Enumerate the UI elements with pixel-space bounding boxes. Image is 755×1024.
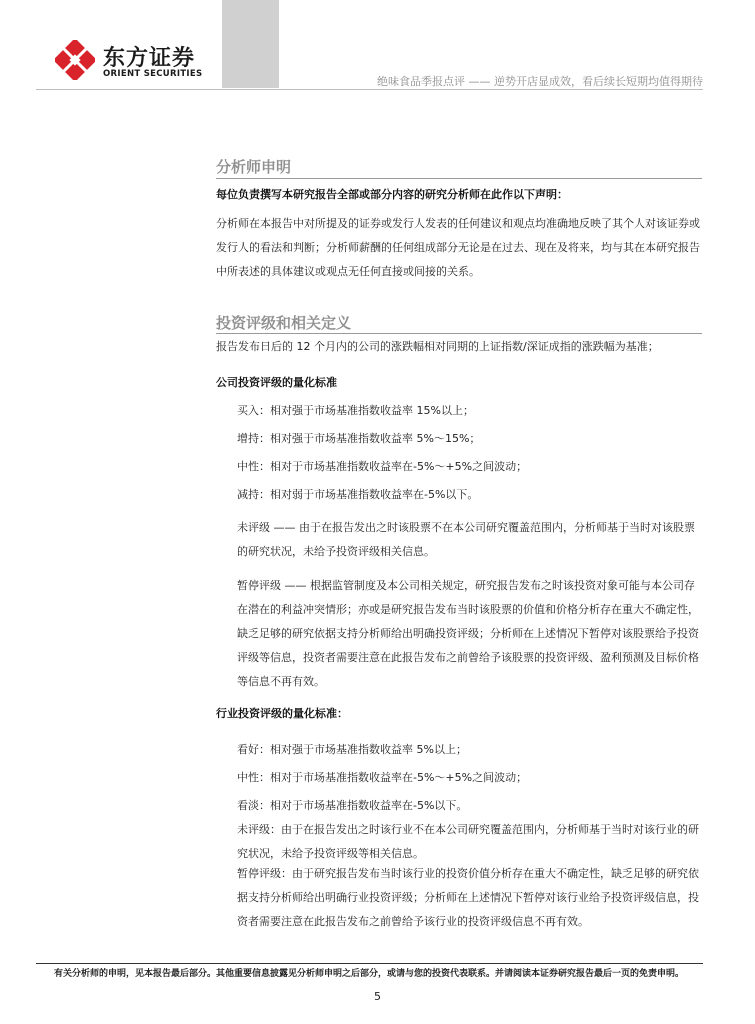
industry-rating-unrated: 未评级：由于在报告发出之时该行业不在本公司研究覆盖范围内，分析师基于当时对该行业的研究状况，未给予投资评级等相关信息。 <box>237 823 699 860</box>
logo-english-name: ORIENT SECURITIES <box>103 69 203 79</box>
company-rating-overweight: 增持：相对强于市场基准指数收益率 5%～15%； <box>237 432 481 445</box>
company-rating-unrated: 未评级 —— 由于在报告发出之时该股票不在本公司研究覆盖范围内，分析师基于当时对该股票的研究状况，未给予投资评级相关信息。 <box>237 521 695 558</box>
company-rating-underweight: 减持：相对弱于市场基准指数收益率在-5%以下。 <box>237 488 479 501</box>
footer-divider <box>36 963 703 964</box>
rating-definitions-title: 投资评级和相关定义 <box>216 314 352 332</box>
header-gray-band <box>222 0 279 88</box>
company-rating-suspended: 暂停评级 —— 根据监管制度及本公司相关规定，研究报告发布之时该投资对象可能与本公司存在潜在的利益冲突情形；亦或是研究报告发布当时该股票的价值和价格分析存在重大不确定性，缺乏足够的研究依据支持分析师给出明确投资评级；分析师在上述情况下暂停对该股票给予投资评级等信息，投资者需要注意在此报告发布之前曾给予该股票的投资评级、盈利预测及目标价格等信息不再有效。 <box>237 579 699 688</box>
logo-chinese-name: 东方证券 <box>103 46 196 71</box>
report-title: 绝味食品季报点评 —— 逆势开店显成效，看后续长短期均值得期待 <box>377 75 703 88</box>
company-rating-neutral: 中性：相对于市场基准指数收益率在-5%～+5%之间波动； <box>237 460 528 473</box>
rating-definitions-divider <box>216 333 702 334</box>
company-rating-heading: 公司投资评级的量化标准 <box>216 376 337 389</box>
orient-logo-icon <box>55 40 95 80</box>
industry-rating-suspended: 暂停评级：由于研究报告发布当时该行业的投资价值分析存在重大不确定性，缺乏足够的研究依据支持分析师给出明确行业投资评级；分析师在上述情况下暂停对该行业给予投资评级信息，投资者需要注意在此报告发布之前曾给予该行业的投资评级信息不再有效。 <box>237 867 699 928</box>
analyst-statement-divider <box>216 178 702 179</box>
industry-rating-negative: 看淡：相对于市场基准指数收益率在-5%以下。 <box>237 799 468 812</box>
analyst-statement-title: 分析师申明 <box>216 158 292 176</box>
industry-rating-positive: 看好：相对强于市场基准指数收益率 5%以上； <box>237 743 467 756</box>
industry-rating-neutral: 中性：相对于市场基准指数收益率在-5%～+5%之间波动； <box>237 771 528 784</box>
orient-securities-logo <box>55 40 215 84</box>
analyst-statement-intro: 每位负责撰写本研究报告全部或部分内容的研究分析师在此作以下声明： <box>216 188 568 201</box>
page-number: 5 <box>374 990 381 1003</box>
analyst-statement-body: 分析师在本报告中对所提及的证券或发行人发表的任何建议和观点均准确地反映了其个人对该证券或发行人的看法和判断；分析师薪酬的任何组成部分无论是在过去、现在及将来，均与其在本研究报告中所表述的具体建议或观点无任何直接或间接的关系。 <box>216 217 700 278</box>
industry-rating-heading: 行业投资评级的量化标准： <box>216 707 348 720</box>
company-rating-buy: 买入：相对强于市场基准指数收益率 15%以上； <box>237 404 474 417</box>
footer-disclosure-note: 有关分析师的申明，见本报告最后部分。其他重要信息披露见分析师申明之后部分，或请与您的投资代表联系。并请阅读本证券研究报告最后一页的免责申明。 <box>54 969 685 979</box>
rating-benchmark-intro: 报告发布日后的 12 个月内的公司的涨跌幅相对同期的上证指数/深证成指的涨跌幅为基准； <box>216 340 659 353</box>
header-divider <box>36 89 703 90</box>
